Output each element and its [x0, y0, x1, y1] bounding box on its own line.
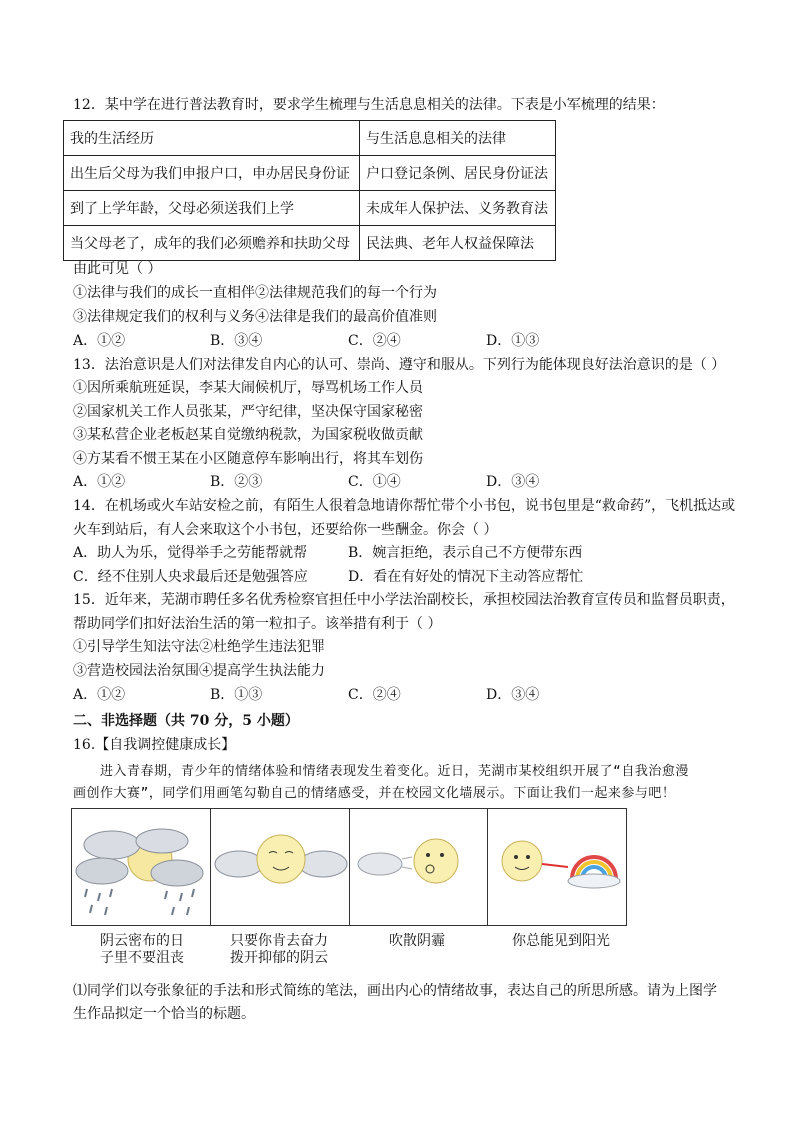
table-row: [64, 121, 556, 156]
q15-option-c[interactable]: C．②④: [348, 687, 401, 703]
q12-option-c[interactable]: C．②④: [348, 333, 401, 349]
comic-strip: [71, 808, 627, 926]
table-cell: 户口登记条例、居民身份证法: [360, 156, 556, 191]
q15-option-b[interactable]: B．①③: [210, 687, 263, 703]
table-cell: 未成年人保护法、义务教育法: [360, 191, 556, 226]
q16-intro: 进入青春期，青少年的情绪体验和情绪表现发生着变化。近日，芜湖市某校组织开展了“自我治愈漫: [100, 764, 689, 779]
table-cell: 当父母老了，成年的我们必须赡养和扶助父母: [64, 226, 360, 261]
section-heading: 二、非选择题（共 70 分，5 小题）: [73, 713, 299, 729]
caption-line: 你总能见到阳光: [512, 933, 610, 949]
sun-blowing-clouds-illustration: [350, 809, 488, 925]
table-cell: 到了上学年龄，父母必须送我们上学: [64, 191, 360, 226]
comic-panel-4: [488, 809, 626, 925]
comic-caption-3: [389, 933, 445, 950]
q13-statement: ②国家机关工作人员张某，严守纪律，坚决保守国家秘密: [73, 404, 423, 420]
comic-caption-4: [512, 933, 610, 950]
q14-option-d[interactable]: D．看在有好处的情况下主动答应帮忙: [348, 569, 584, 585]
q16-intro: 画创作大赛”，同学们用画笔勾勒自己的情绪感受，并在校园文化墙展示。下面让我们一起来参与吧！: [73, 786, 676, 801]
comic-panel-1: [72, 809, 211, 925]
table-header: 我的生活经历: [64, 121, 360, 156]
q16-subquestion-1: ⑴同学们以夸张象征的手法和形式简练的笔法，画出内心的情绪故事，表达自己的所思所感。请为上图学: [73, 983, 717, 999]
q16-subquestion-1: 生作品拟定一个恰当的标题。: [73, 1006, 255, 1022]
q13-statement: ①因所乘航班延误，李某大闹候机厅，辱骂机场工作人员: [73, 380, 423, 396]
table-row: [64, 156, 556, 191]
q14-option-c[interactable]: C．经不住别人央求最后还是勉强答应: [73, 569, 308, 585]
comic-panel-2: [211, 809, 350, 925]
q12-option-d[interactable]: D．①③: [486, 333, 540, 349]
comic-panel-3: [350, 809, 489, 925]
table-row: [64, 226, 556, 261]
q13-option-b[interactable]: B．②③: [210, 474, 263, 490]
q14-option-a[interactable]: A．助人为乐，觉得举手之劳能帮就帮: [73, 545, 308, 561]
caption-line: 拨开抑郁的阴云: [230, 950, 328, 966]
caption-line: 吹散阴霾: [389, 933, 445, 949]
comic-caption-2: [230, 933, 328, 967]
q13-statement: ④方某看不惯王某在小区随意停车影响出行，将其车划伤: [73, 451, 423, 467]
q13-option-c[interactable]: C．①④: [348, 474, 401, 490]
table-row: [64, 191, 556, 226]
table-cell: 出生后父母为我们申报户口，申办居民身份证: [64, 156, 360, 191]
table-header: 与生活息息相关的法律: [360, 121, 556, 156]
sun-rainbow-illustration: [488, 809, 626, 925]
q12-statement: ①法律与我们的成长一直相伴②法律规范我们的每一个行为: [73, 285, 437, 301]
caption-line: 只要你肯去奋力: [230, 933, 328, 949]
caption-line: 阴云密布的日: [100, 933, 184, 949]
q15-stem: 15．近年来，芜湖市聘任多名优秀检察官担任中小学法治副校长，承担校园法治教育宣传员和监督员职责，: [73, 592, 735, 608]
comic-caption-1: [100, 933, 184, 967]
q15-stem: 帮助同学们扣好法治生活的第一粒扣子。该举措有利于（ ）: [73, 616, 442, 632]
table-cell: 民法典、老年人权益保障法: [360, 226, 556, 261]
q15-option-a[interactable]: A．①②: [73, 687, 126, 703]
q15-statement: ①引导学生知法守法②杜绝学生违法犯罪: [73, 639, 325, 655]
q13-statement: ③某私营企业老板赵某自觉缴纳税款，为国家税收做贡献: [73, 427, 423, 443]
q12-stem: 12．某中学在进行普法教育时，要求学生梳理与生活息息相关的法律。下表是小军梳理的结果：: [73, 97, 665, 113]
q13-option-a[interactable]: A．①②: [73, 474, 126, 490]
q12-ask: 由此可见（ ）: [73, 261, 162, 277]
q13-option-d[interactable]: D．③④: [486, 474, 540, 490]
q14-stem: 火车到站后，有人会来取这个小书包，还要给你一些酬金。你会（ ）: [73, 522, 498, 538]
q15-statement: ③营造校园法治氛围④提高学生执法能力: [73, 663, 325, 679]
q15-option-d[interactable]: D．③④: [486, 687, 540, 703]
caption-line: 子里不要沮丧: [100, 950, 184, 966]
rain-cloud-sun-illustration: [72, 809, 210, 925]
q14-stem: 14．在机场或火车站安检之前，有陌生人很着急地请你帮忙带个小书包，说书包里是“救命药”，飞机抵达或: [73, 498, 736, 514]
q14-option-b[interactable]: B．婉言拒绝，表示自己不方便带东西: [348, 545, 583, 561]
q12-option-b[interactable]: B．③④: [210, 333, 263, 349]
q12-statement: ③法律规定我们的权利与义务④法律是我们的最高价值准则: [73, 309, 437, 325]
q12-option-a[interactable]: A．①②: [73, 333, 126, 349]
q12-table: [63, 120, 556, 261]
q13-stem: 13．法治意识是人们对法律发自内心的认可、崇尚、遵守和服从。下列行为能体现良好法治意识的是（ ）: [73, 357, 726, 373]
sun-pushing-clouds-illustration: [211, 809, 349, 925]
q16-title: 16.【自我调控健康成长】: [73, 737, 236, 753]
